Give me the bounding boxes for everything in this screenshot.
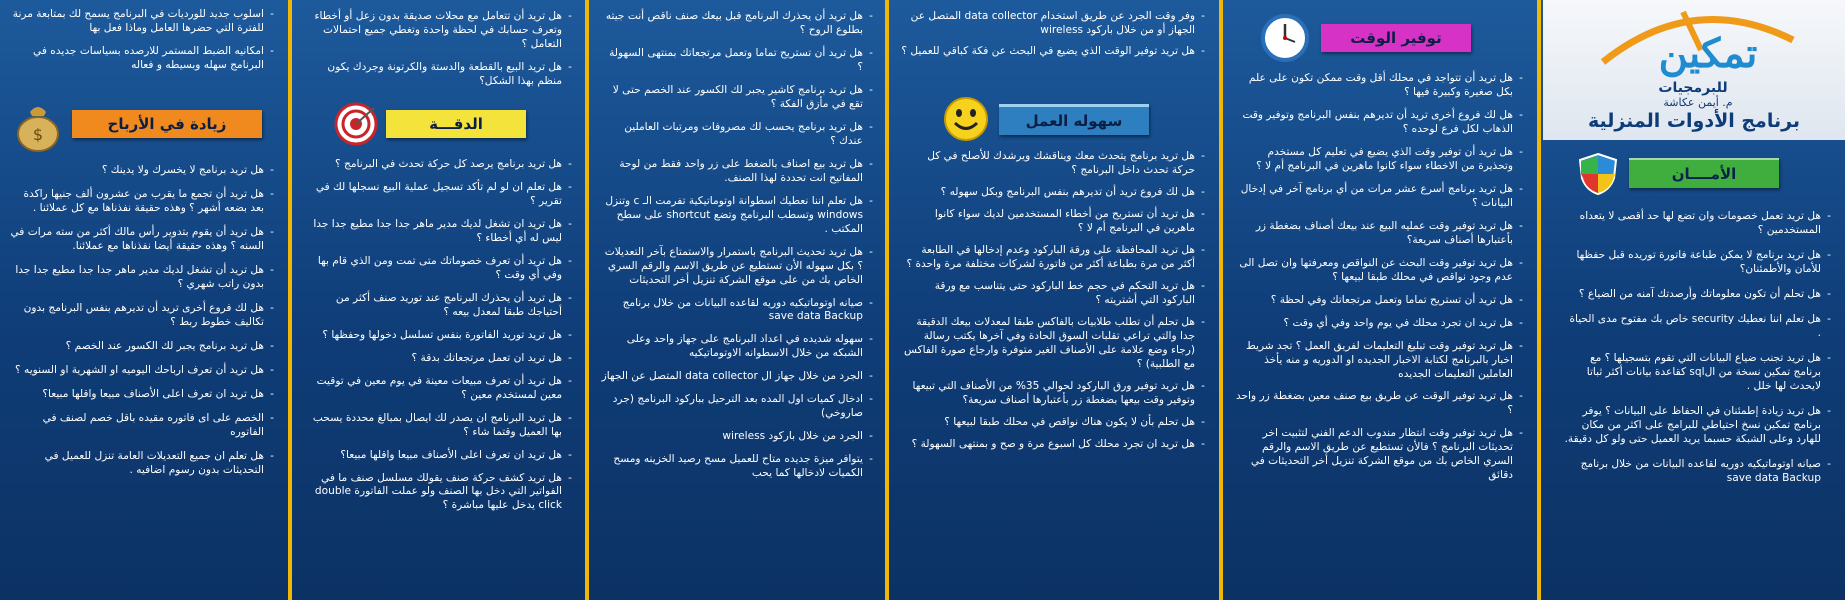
list-item: - اسلوب جديد للورديات في البرنامج يسمح لك بمتابعة مرنة للفترة التي حضرها العامل وماذا فعل بها [8,8,274,36]
list-item: - هل تحلم أن تكون معلوماتك وأرصدتك آمنه من الضياع ؟ [1563,288,1831,302]
list-item: - هل تريد أن تشغل لديك مدير ماهر جدا جدا مطيع جدا جدا بدون راتب شهري ؟ [8,264,274,292]
list-item: - هل تريد التحكم في حجم خط الباركود حتى يتناسب مع ورقة الباركود التي أشتريته ؟ [901,280,1205,308]
accuracy-list-top [304,10,572,89]
list-item: - هل تريد برنامج أسرع عشر مرات من أي برنامج آخر في إدخال البيانات ؟ [1235,183,1523,211]
accuracy-banner: الدقـــة [386,110,526,138]
list-item: - صيانه اوتوماتيكيه دوريه لقاعده البيانات من خلال برنامج save data Backup [601,297,873,325]
list-item: - هل تعلم اننا نعطيك اسطوانة اوتوماتيكية تفرمت الـ c وتنزل windows وتسطب البرنامج وتضع shortcut على سطح المكتب . [601,195,873,237]
list-item: - هل تحلم أن تطلب طلابيات بالفاكس طبقا لمعدلات بيعك الدقيقة جدا والتي تراعي تقلبات السوق الحادة وفي آخرها يكتب رسالة (رجاء وضع علامة على الأصناف الغير متوفرة وارجاع صورة الفاكس مع الطلبية) ؟ [901,316,1205,372]
program-title: برنامج الأدوات المنزلية [1587,110,1801,132]
author-name: م. أيمن عكاشة [1663,96,1733,109]
list-item: - امكانيه الضبط المستمر للارصده بسياسات جديده في البرنامج سهله وبسيطه و فعاله [8,45,274,73]
list-item: - هل تريد المحافظة على ورقة الباركود وعدم إدخالها في الطابعة أكثر من مرة بطباعة أكثر من فاتورة لشركات مختلفة مرة واحدة ؟ [901,244,1205,272]
accuracy-header [296,98,581,148]
list-item: - هل لك فروع أخرى تريد أن تديرهم بنفس البرنامج وتوفير وقت الذهاب لكل فرع لوحده ؟ [1235,109,1523,137]
profit-list [8,164,274,478]
column-divider [585,0,589,600]
list-item: - هل تريد تحديث البرنامج باستمرار والاستمتاع بآخر التعديلات ؟ بكل سهوله الأن تستطيع عن طريق الاسم والرقم السري الخاص بك من على موقع الشركة تنزيل أخر التحديثات [601,246,873,288]
clock-icon [1261,14,1309,66]
list-item: - هل تريد أن يحذرك البرنامج عند توريد صنف أكثر من أحتياجك طبقا لمعدل بيعه ؟ [304,292,572,320]
target-icon [334,102,378,150]
security-list [1563,210,1831,486]
list-item: - هل تريد توفير وقت البحث عن النواقص ومعرفتها وان تصل الى عدم وجود نواقص في محلك طبقا لبيعها ؟ [1235,257,1523,285]
column-profit [0,0,282,600]
list-item: - هل تريد توفير الوقت الذي يضيع في البحث عن فكة كباقي للعميل ؟ [901,45,1205,59]
list-item: - هل تريد برنامج لا يمكن طباعة فاتورة توريده قبل حفظها للأمان والأطمئنان؟ [1563,249,1831,277]
svg-text:$: $ [32,125,44,144]
list-item: - هل تريد برنامج كاشير يجبر لك الكسور عند الخصم حتى لا تقع في مأزق الفكة ؟ [601,84,873,112]
list-item: - هل تحلم بأن لا يكون هناك نواقص في محلك طبقا لبيعها ؟ [901,416,1205,430]
list-item: - هل تريد ان تشغل لديك مدير ماهر جدا جدا مطيع جدا جدا ليس له أي أخطاء ؟ [304,218,572,246]
list-item: - هل تريد برنامج يرصد كل حركة تحدث في البرنامج ؟ [304,158,572,172]
list-item: - هل تريد كشف حركة صنف يقولك مسلسل صنف ما في الفواتير التي دخل بها الصنف ولو عملت الفاتورة double click يدخل عليها مباشرة ؟ [304,472,572,514]
list-item: - هل تريد برنامج لا يخسرك ولا يدينك ؟ [8,164,274,178]
list-item: - هل تريد توفير وقت عمليه البيع عند بيعك أصناف بضغطة زر بأعتبارها أصناف سريعة؟ [1235,220,1523,248]
list-item: - هل تريد توفير الوقت عن طريق بيع صنف معين بضغطة زر واحد ؟ [1235,390,1523,418]
column-divider [885,0,889,600]
list-item: - الخصم على اى فاتوره مقيده باقل خصم لصنف في الفاتوره [8,412,274,440]
list-item: - هل تريد البيع بالقطعة والدستة والكرتونة وجردك يكون منظم بهذا الشكل؟ [304,61,572,89]
list-item: - يتوافر ميزة جديده متاح للعميل مسح رصيد الخزينه ومسح الكميات لادخالها كما يحب [601,453,873,481]
list-item: - هل تريد زيادة إطمئنان في الحفاظ على البيانات ؟ يوفر برنامج تمكين نسخ احتياطي للبرامج على اكثر من مكان للهارد وعلى الشبكة حسبما يريد العميل حتى ولو كل دقيقة. [1563,405,1831,447]
list-item: - هل تريد ان تعرف اعلى الأصناف مبيعا واقلها مبيعا؟ [304,449,572,463]
list-item: - هل تريد البرنامج ان يصدر لك ايصال بمبالغ محددة يسحب بها العميل وقتما شاء ؟ [304,412,572,440]
time-header [1227,8,1533,64]
smiley-icon [943,96,989,146]
column-ease [893,0,1215,600]
list-item: - هل تريد أن توفير وقت الذي يضيع في تعليم كل مستخدم وتحذيرة من الاخطاء سواء كانوا ماهرين في البرنامج أم لا ؟ [1235,146,1523,174]
list-item: - هل تريد توفير وقت تبليغ التعليمات لفريق العمل ؟ تجد شريط اخبار بالبرنامج لكتابة الاخبار الجديده او الدوريه و منه يأخذ العاملين التعليمات الجديده [1235,340,1523,382]
list-item: - هل تريد أن تتواجد في محلك أقل وقت ممكن تكون على علم بكل صغيرة وكبيرة فيها ؟ [1235,72,1523,100]
time-list [1235,72,1523,483]
list-item: - هل تعلم ان لو لم تأكد تسجيل عملية البيع نسجلها لك في تقرير ؟ [304,181,572,209]
list-item: - هل تريد برنامج يتحدث معك ويناقشك ويرشدك للأصلح في كل حركة تحدث داخل البرنامج ؟ [901,150,1205,178]
security-header [1543,150,1845,196]
column-divider [288,0,292,600]
list-item: - ادخال كميات اول المده بعد الترحيل بباركود البرنامج (جرد صاروخي) [601,393,873,421]
list-item: - هل تريد توريد الفاتورة بنفس تسلسل دخولها وحفظها ؟ [304,329,572,343]
column-divider [1537,0,1541,600]
ease-list [901,150,1205,451]
list-item: - هل تريد ان تجرد محلك كل اسبوع مرة و صح و بمنتهى السهولة ؟ [901,438,1205,452]
list-item: - هل تريد ان تجرد محلك في يوم واحد وفي أي وقت ؟ [1235,317,1523,331]
logo-panel [1543,0,1845,140]
ease-banner: سهوله العمل [999,104,1149,135]
logo-title: تمكين [1658,30,1758,77]
list-item: - هل تريد أن تعرف ارباحك اليوميه او الشهرية او السنويه ؟ [8,364,274,378]
ease-header [893,92,1215,142]
list-item: - هل تريد تجنب ضياع البيانات التي تقوم بتسجيلها ؟ مع برنامج تمكين نسخة من الsql كقاعدة بيانات أكثر ثباتا لايحدث لها خلل . [1563,352,1831,394]
list-item: - الجرد من خلال باركود wireless [601,430,873,444]
column-features [593,0,881,600]
list-item: - هل تريد برنامج يحسب لك مصروفات ومرتبات العاملين عندك ؟ [601,121,873,149]
list-item: - هل تريد أن تجمع ما يقرب من عشرون ألف جنيها راكدة بعد بضعه أشهر ؟ وهذه حقيقة نفذناها مع كل عملائنا . [8,188,274,216]
list-item: - هل تريد بيع اصناف بالضغط على زر واحد فقط من لوحة المفاتيح انت تحددة لهذا الصنف. [601,158,873,186]
list-item: - هل تريد أن تستريح من أخطاء المستخدمين لديك سواء كانوا ماهرين في البرنامج أم لا ؟ [901,208,1205,236]
list-item: - هل تريد تعمل خصومات وان تضع لها حد أقصى لا يتعداه المستخدمين ؟ [1563,210,1831,238]
features-list [601,10,873,481]
column-accuracy [296,0,581,600]
profit-list-top [8,8,274,73]
security-banner: الأمــــان [1629,158,1779,188]
list-item: - هل تريد برنامج يجبر لك الكسور عند الخصم ؟ [8,340,274,354]
list-item: - صيانه اوتوماتيكيه دوريه لقاعده البيانات من خلال برنامج save data Backup [1563,458,1831,486]
list-item: - هل لك فروع أخرى تريد أن تديرهم بنفس البرنامج بدون تكاليف خطوط ربط ؟ [8,302,274,330]
list-item: - هل تريد أن تستريح تماما وتعمل مرتجعاتك بمنتهى السهولة ؟ [601,47,873,75]
list-item: - هل تريد أن تعرف مبيعات معينة في يوم معين في توقيت معين لمستخدم معين ؟ [304,375,572,403]
list-item: - هل تريد أن يقوم بتدوير رأس مالك أكثر من سته مرات في السنه ؟ وهذه حقيقة أيضا نفذناها مع عملائنا. [8,226,274,254]
list-item: - الجرد من خلال جهاز ال data collector المتصل عن الجهاز [601,370,873,384]
list-item: - هل تريد أن تتعامل مع محلات صديقة بدون زعل أو أخطاء وتعرف حسابك في لحظة واحدة وتغطي جميع احتمالات التعامل ؟ [304,10,572,52]
list-item: - هل تريد أن تستريح تماما وتعمل مرتجعاتك وفي لحظة ؟ [1235,294,1523,308]
column-security [1543,0,1845,600]
list-item: - وفر وقت الجرد عن طريق استخدام data collector المتصل عن الجهاز أو من خلال باركود wireless [901,10,1205,38]
profit-banner: زيادة في الأرباح [72,110,262,138]
profit-header [0,98,282,154]
column-divider [1219,0,1223,600]
list-item: - هل تريد أن يحذرك البرنامج قبل بيعك صنف ناقص أنت جيته بطلوع الروح ؟ [601,10,873,38]
shield-icon [1577,152,1619,200]
list-item: - هل تريد توفير ورق الباركود لحوالي 35% من الأصناف التي تبيعها وتوفير وقت بيعها بضغطة زر بأعتبارها أصناف سريعة؟ [901,380,1205,408]
list-item: - هل تريد توفير وقت انتظار مندوب الدعم الفني لتثبيت اخر تحديثات البرنامج ؟ فالأن تستطيع عن طريق الاسم والرقم السري الخاص بك من موقع الشركة تنزيل أخر التحديثات في دقائق [1235,427,1523,483]
list-item: - هل تريد ان تعرف اعلى الأصناف مبيعا واقلها مبيعا؟ [8,388,274,402]
money-bag-icon [10,98,66,158]
logo-subtitle: للبرمجيات [1658,80,1728,96]
accuracy-list [304,158,572,513]
list-item: - هل تعلم ان جميع التعديلات العامة تنزل للعميل في التحديثات بدون رسوم اضافيه . [8,450,274,478]
list-item: - هل تعلم اننا نعطيك security خاص بك مفتوح مدى الحياة . [1563,313,1831,341]
time-list-continued [901,10,1205,59]
time-banner: توفير الوقت [1321,24,1471,52]
list-item: - سهوله شديده في اعداد البرنامج على جهاز واحد وعلى الشبكه من خلال الاسطوانه الاوتوماتيكيه [601,333,873,361]
list-item: - هل لك فروع تريد أن تديرهم بنفس البرنامج وبكل سهوله ؟ [901,186,1205,200]
list-item: - هل تريد أن تعرف خصوماتك متى تمت ومن الذي قام بها وفي أي وقت ؟ [304,255,572,283]
list-item: - هل تريد ان تعمل مرتجعاتك بدقة ؟ [304,352,572,366]
column-time [1227,0,1533,600]
